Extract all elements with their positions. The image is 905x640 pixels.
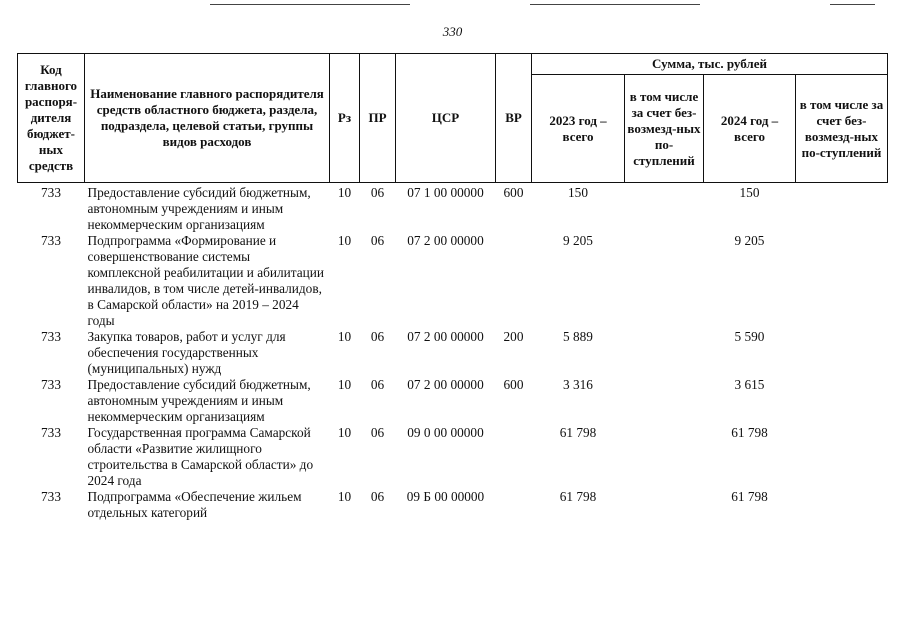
table-row <box>18 233 888 329</box>
cell-name: Государственная программа Самарской области «Развитие жилищного строительства в Самарской области» до 2024 года <box>87 425 314 488</box>
table-row <box>18 377 888 425</box>
cell-code: 733 <box>41 489 61 504</box>
cell-2023-free <box>625 489 704 521</box>
cell-vr: 200 <box>503 329 524 344</box>
cell-2024-free <box>796 233 888 329</box>
header-sum: Сумма, тыс. рублей <box>532 54 888 75</box>
cell-csr: 09 Б 00 00000 <box>406 489 485 504</box>
header-pr: ПР <box>360 54 396 183</box>
table-row <box>18 183 888 234</box>
cell-pr: 06 <box>370 185 385 200</box>
cell-2024-total: 9 205 <box>734 233 765 248</box>
header-name: Наименование главного распорядителя средств областного бюджета, раздела, подраздела, целевой статьи, группы видов расходов <box>85 54 330 183</box>
cell-vr: 600 <box>503 377 524 392</box>
cell-code: 733 <box>41 425 61 440</box>
cell-2024-free <box>796 489 888 521</box>
header-2024-free: в том числе за счет без-возмезд-ных по-ступлений <box>796 75 888 183</box>
cell-rz: 10 <box>337 233 352 248</box>
top-rule-right <box>830 4 875 5</box>
cell-rz: 10 <box>337 185 352 200</box>
cell-pr: 06 <box>370 329 385 344</box>
cell-name: Подпрограмма «Формирование и совершенствование системы комплексной реабилитации и абилитации инвалидов, в том числе детей-инвалидов, в Самарской области» на 2019 – 2024 годы <box>87 233 324 328</box>
cell-2024-free <box>796 425 888 489</box>
cell-name: Подпрограмма «Обеспечение жильем отдельных категорий <box>87 489 302 520</box>
page-number: 330 <box>442 24 463 39</box>
cell-2024-total: 3 615 <box>734 377 765 392</box>
cell-2023-total: 3 316 <box>563 377 593 392</box>
cell-2023-free <box>625 377 704 425</box>
cell-2023-total: 150 <box>568 185 588 200</box>
header-2023-total: 2023 год – всего <box>532 75 625 183</box>
cell-rz: 10 <box>337 425 352 440</box>
cell-2024-free <box>796 329 888 377</box>
cell-2023-total: 61 798 <box>559 425 597 440</box>
cell-2023-free <box>625 183 704 234</box>
cell-vr <box>496 425 532 489</box>
cell-2024-total: 61 798 <box>731 425 768 440</box>
header-vr: ВР <box>496 54 532 183</box>
cell-rz: 10 <box>337 377 352 392</box>
cell-2023-free <box>625 233 704 329</box>
cell-2024-total: 61 798 <box>731 489 768 504</box>
top-rule-left <box>210 4 410 5</box>
cell-name: Закупка товаров, работ и услуг для обеспечения государственных (муниципальных) нужд <box>87 329 286 376</box>
cell-2023-total: 5 889 <box>563 329 593 344</box>
cell-code: 733 <box>41 329 61 344</box>
cell-2023-free <box>625 329 704 377</box>
budget-table <box>17 53 888 521</box>
cell-rz: 10 <box>337 489 352 504</box>
table-row <box>18 489 888 521</box>
header-2023-free: в том числе за счет без-возмезд-ных по-ступлений <box>625 75 704 183</box>
table-row <box>18 329 888 377</box>
header-code: Код главного распоря-дителя бюджет-ных средств <box>18 54 85 183</box>
cell-2024-free <box>796 183 888 234</box>
cell-2023-total: 61 798 <box>559 489 597 504</box>
cell-rz: 10 <box>337 329 352 344</box>
cell-name: Предоставление субсидий бюджетным, автономным учреждениям и иным некоммерческим организациям <box>87 185 311 232</box>
cell-csr: 09 0 00 00000 <box>407 425 484 440</box>
cell-pr: 06 <box>370 425 385 440</box>
cell-pr: 06 <box>370 489 385 504</box>
cell-csr: 07 2 00 00000 <box>407 233 484 248</box>
cell-pr: 06 <box>370 377 385 392</box>
cell-2024-free <box>796 377 888 425</box>
cell-vr <box>496 489 532 521</box>
cell-code: 733 <box>41 377 61 392</box>
cell-code: 733 <box>41 185 61 200</box>
table-row <box>18 425 888 489</box>
cell-vr: 600 <box>503 185 524 200</box>
top-rule-mid <box>530 4 700 5</box>
header-2024-total: 2024 год – всего <box>704 75 796 183</box>
header-rz: Рз <box>330 54 360 183</box>
cell-vr <box>496 233 532 329</box>
cell-csr: 07 2 00 00000 <box>407 377 484 392</box>
cell-2023-total: 9 205 <box>563 233 593 248</box>
cell-csr: 07 1 00 00000 <box>407 185 484 200</box>
cell-2024-total: 150 <box>739 185 760 200</box>
cell-code: 733 <box>41 233 61 248</box>
cell-csr: 07 2 00 00000 <box>407 329 484 344</box>
header-csr: ЦСР <box>396 54 496 183</box>
cell-2023-free <box>625 425 704 489</box>
cell-pr: 06 <box>370 233 385 248</box>
cell-2024-total: 5 590 <box>734 329 765 344</box>
cell-name: Предоставление субсидий бюджетным, автономным учреждениям и иным некоммерческим организациям <box>87 377 311 424</box>
